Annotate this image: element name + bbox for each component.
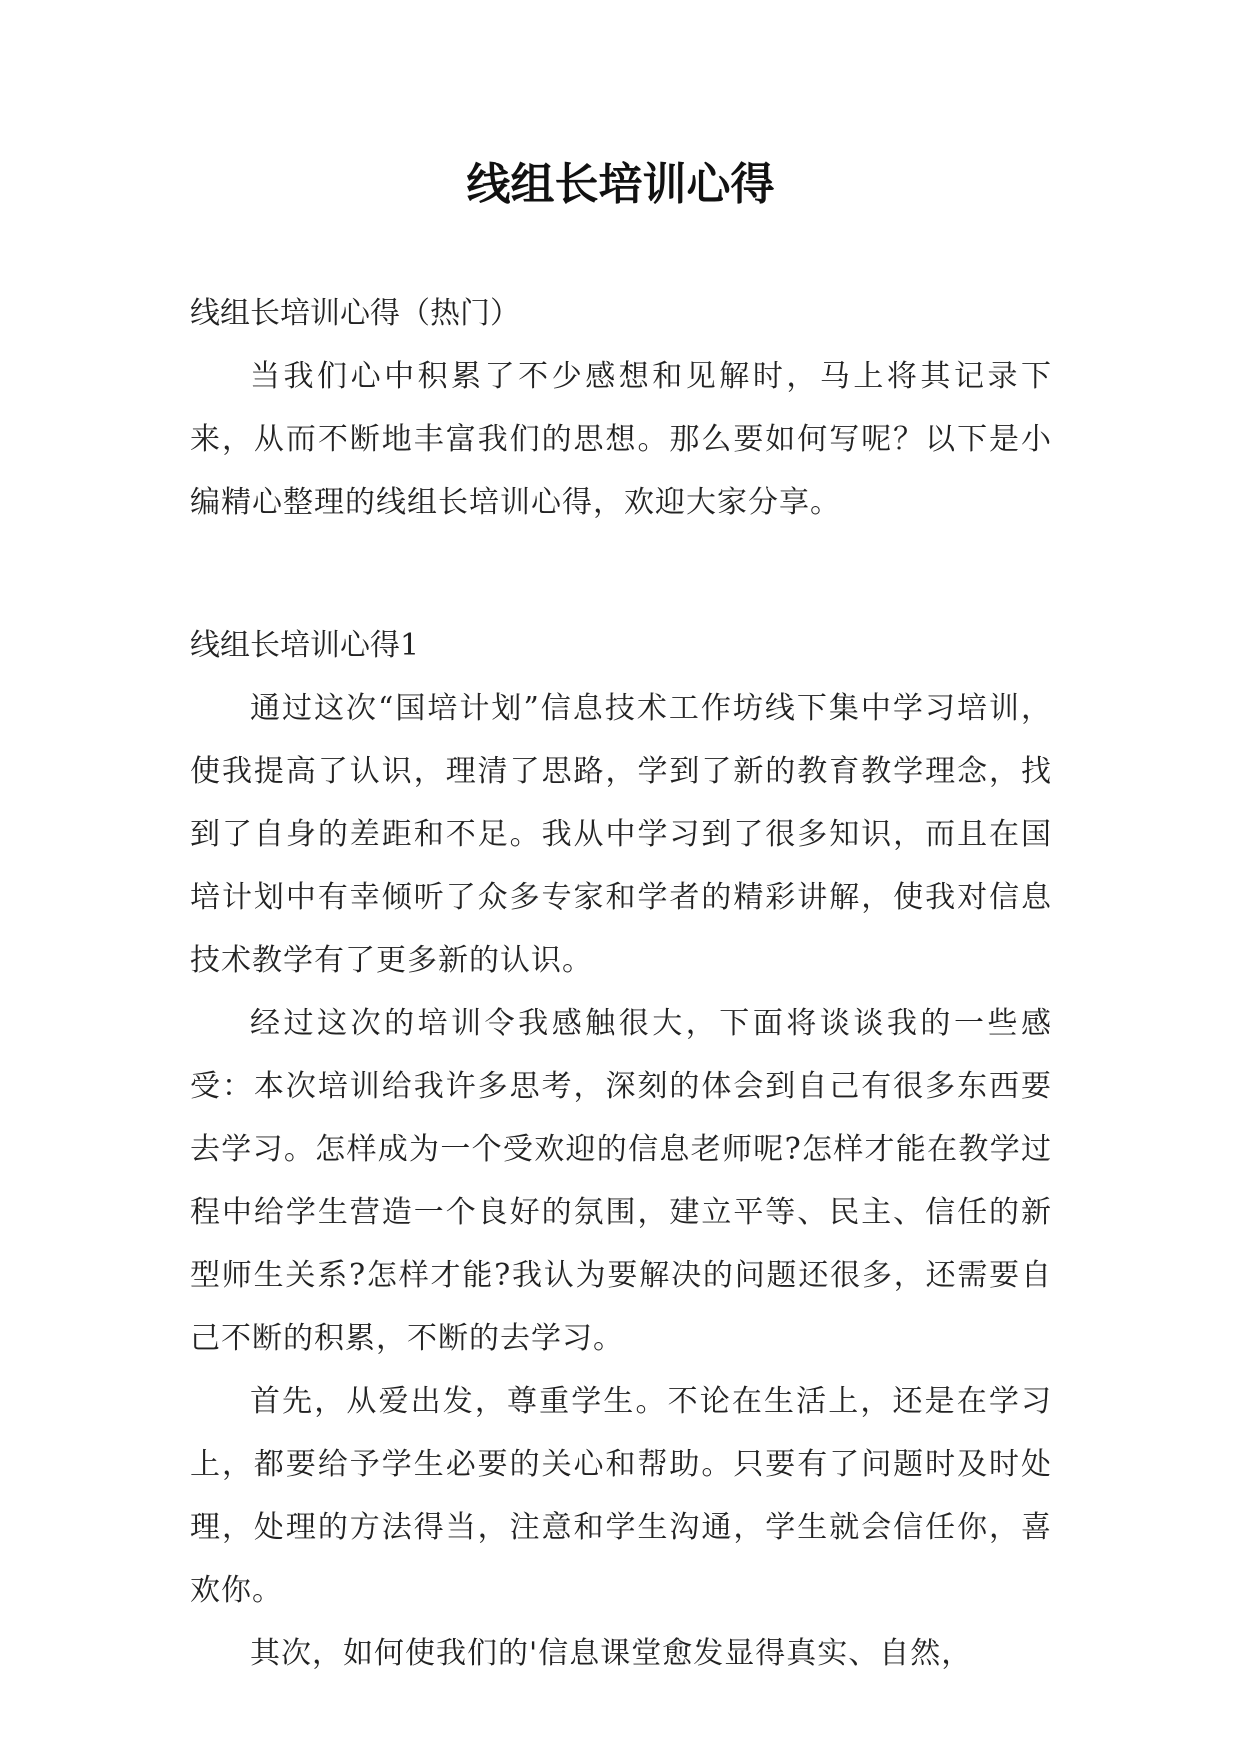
body-paragraph: 经过这次的培训令我感触很大，下面将谈谈我的一些感受：本次培训给我许多思考，深刻的体会到自己有很多东西要去学习。怎样成为一个受欢迎的信息老师呢?怎样才能在教学过程中给学生营造一个良好的氛围，建立平等、民主、信任的新型师生关系?怎样才能?我认为要解决的问题还很多，还需要自己不断的积累，不断的去学习。 bbox=[190, 1006, 1052, 1356]
body-paragraph: 通过这次“国培计划”信息技术工作坊线下集中学习培训，使我提高了认识，理清了思路，学到了新的教育教学理念，找到了自身的差距和不足。我从中学习到了很多知识，而且在国培计划中有幸倾听了众多专家和学者的精彩讲解，使我对信息技术教学有了更多新的认识。 bbox=[190, 691, 1052, 978]
intro-paragraph: 当我们心中积累了不少感想和见解时，马上将其记录下来，从而不断地丰富我们的思想。那么要如何写呢？以下是小编精心整理的线组长培训心得，欢迎大家分享。 bbox=[190, 359, 1052, 520]
section-spacer bbox=[190, 534, 1052, 614]
document-subtitle: 线组长培训心得（热门） bbox=[190, 296, 520, 331]
body-paragraph: 首先，从爱出发，尊重学生。不论在生活上，还是在学习上，都要给予学生必要的关心和帮助。只要有了问题时及时处理，处理的方法得当，注意和学生沟通，学生就会信任你，喜欢你。 bbox=[190, 1384, 1052, 1608]
body-paragraph: 其次，如何使我们的'信息课堂愈发显得真实、自然， bbox=[250, 1636, 973, 1671]
section-heading: 线组长培训心得1 bbox=[190, 628, 420, 663]
document-title: 线组长培训心得 bbox=[466, 159, 775, 210]
document-body bbox=[190, 282, 1052, 1685]
